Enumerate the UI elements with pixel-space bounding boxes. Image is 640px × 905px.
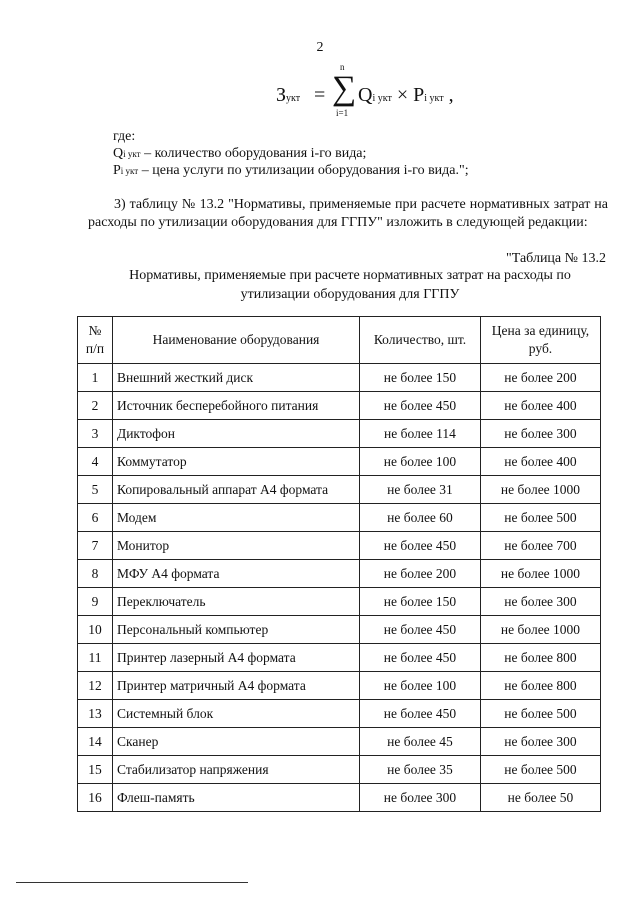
page-number: 2 <box>316 40 324 55</box>
quantity-cell: не более 31 <box>360 476 481 504</box>
row-number: 14 <box>78 728 113 756</box>
unit-price-cell: не более 500 <box>481 756 601 784</box>
table-row <box>78 364 601 392</box>
quantity-cell: не более 300 <box>360 784 481 812</box>
quantity-cell: не более 114 <box>360 420 481 448</box>
quantity-cell: не более 450 <box>360 644 481 672</box>
quantity-cell: не более 150 <box>360 588 481 616</box>
row-number: 10 <box>78 616 113 644</box>
row-number: 15 <box>78 756 113 784</box>
table-header-row <box>78 317 601 364</box>
equipment-name: Флеш-память <box>113 784 360 812</box>
footnote-separator <box>16 882 248 883</box>
definition-q: Qi укт – количество оборудования i-го вида; <box>113 146 367 161</box>
equipment-name: Персональный компьютер <box>113 616 360 644</box>
norms-table <box>77 316 601 812</box>
equipment-name: Диктофон <box>113 420 360 448</box>
formula-lhs: Зукт <box>276 84 301 106</box>
row-number: 5 <box>78 476 113 504</box>
header-unit-price: Цена за единицу, руб. <box>481 317 601 364</box>
row-number: 1 <box>78 364 113 392</box>
header-quantity: Количество, шт. <box>360 317 481 364</box>
quantity-cell: не более 450 <box>360 392 481 420</box>
quantity-cell: не более 150 <box>360 364 481 392</box>
table-row <box>78 448 601 476</box>
equipment-name: Системный блок <box>113 700 360 728</box>
sum-lower-limit: i=1 <box>336 108 349 118</box>
table-caption: Нормативы, применяемые при расчете нормативных затрат на расходы по утилизации оборудования для ГГПУ <box>129 268 571 302</box>
row-number: 9 <box>78 588 113 616</box>
equipment-name: Принтер лазерный А4 формата <box>113 644 360 672</box>
unit-price-cell: не более 300 <box>481 588 601 616</box>
equipment-name: Принтер матричный А4 формата <box>113 672 360 700</box>
table-row <box>78 532 601 560</box>
unit-price-cell: не более 400 <box>481 392 601 420</box>
where-label: где: <box>113 129 136 144</box>
table-row <box>78 420 601 448</box>
table-row <box>78 756 601 784</box>
equipment-name: МФУ А4 формата <box>113 560 360 588</box>
sum-upper-limit: n <box>340 62 345 72</box>
quantity-cell: не более 450 <box>360 616 481 644</box>
table-row <box>78 588 601 616</box>
unit-price-cell: не более 700 <box>481 532 601 560</box>
quantity-cell: не более 450 <box>360 700 481 728</box>
equipment-name: Модем <box>113 504 360 532</box>
header-number: № п/п <box>78 317 113 364</box>
row-number: 4 <box>78 448 113 476</box>
table-number: "Таблица № 13.2 <box>506 251 606 266</box>
table-row <box>78 700 601 728</box>
equipment-name: Переключатель <box>113 588 360 616</box>
header-equipment-name: Наименование оборудования <box>113 317 360 364</box>
equipment-name: Внешний жесткий диск <box>113 364 360 392</box>
unit-price-cell: не более 1000 <box>481 616 601 644</box>
row-number: 16 <box>78 784 113 812</box>
quantity-cell: не более 200 <box>360 560 481 588</box>
row-number: 8 <box>78 560 113 588</box>
amendment-paragraph: 3) таблицу № 13.2 "Нормативы, применяемые при расчете нормативных затрат на расходы по утилизации оборудования для ГГПУ" изложить в следующей редакции: <box>88 197 608 230</box>
equipment-name: Источник бесперебойного питания <box>113 392 360 420</box>
row-number: 6 <box>78 504 113 532</box>
unit-price-cell: не более 500 <box>481 504 601 532</box>
formula-body: Qi укт × Pi укт , <box>358 84 454 106</box>
equipment-name: Копировальный аппарат А4 формата <box>113 476 360 504</box>
definition-p: Pi укт – цена услуги по утилизации оборудования i-го вида."; <box>113 163 469 178</box>
equipment-name: Сканер <box>113 728 360 756</box>
table-row <box>78 504 601 532</box>
quantity-cell: не более 60 <box>360 504 481 532</box>
unit-price-cell: не более 800 <box>481 644 601 672</box>
row-number: 3 <box>78 420 113 448</box>
unit-price-cell: не более 500 <box>481 700 601 728</box>
equipment-name: Монитор <box>113 532 360 560</box>
quantity-cell: не более 35 <box>360 756 481 784</box>
table-row <box>78 560 601 588</box>
sum-sign: ∑ <box>332 70 357 107</box>
row-number: 13 <box>78 700 113 728</box>
formula-equals: = <box>314 84 326 106</box>
table-row <box>78 616 601 644</box>
quantity-cell: не более 100 <box>360 448 481 476</box>
unit-price-cell: не более 300 <box>481 420 601 448</box>
table-row <box>78 392 601 420</box>
unit-price-cell: не более 400 <box>481 448 601 476</box>
equipment-name: Стабилизатор напряжения <box>113 756 360 784</box>
table-row <box>78 784 601 812</box>
table-row <box>78 644 601 672</box>
unit-price-cell: не более 1000 <box>481 476 601 504</box>
row-number: 11 <box>78 644 113 672</box>
unit-price-cell: не более 1000 <box>481 560 601 588</box>
unit-price-cell: не более 800 <box>481 672 601 700</box>
row-number: 2 <box>78 392 113 420</box>
table-row <box>78 672 601 700</box>
table-row <box>78 728 601 756</box>
quantity-cell: не более 45 <box>360 728 481 756</box>
row-number: 12 <box>78 672 113 700</box>
quantity-cell: не более 450 <box>360 532 481 560</box>
unit-price-cell: не более 50 <box>481 784 601 812</box>
equipment-name: Коммутатор <box>113 448 360 476</box>
row-number: 7 <box>78 532 113 560</box>
unit-price-cell: не более 300 <box>481 728 601 756</box>
unit-price-cell: не более 200 <box>481 364 601 392</box>
quantity-cell: не более 100 <box>360 672 481 700</box>
table-row <box>78 476 601 504</box>
